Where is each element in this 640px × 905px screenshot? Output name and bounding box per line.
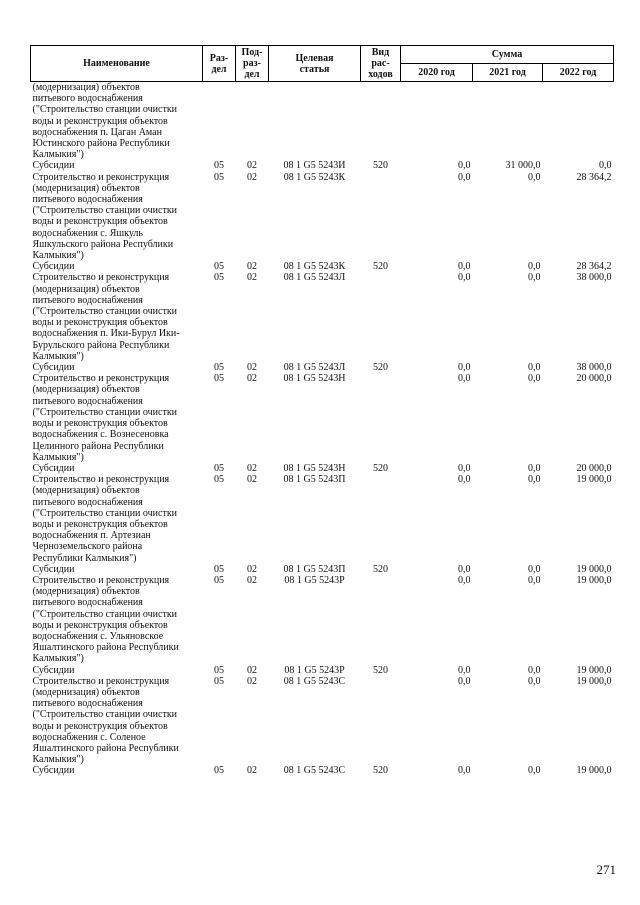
- cell-2020: 0,0: [458, 563, 471, 575]
- cell-podrazdel: 02: [247, 272, 257, 284]
- cell-podrazdel: 02: [247, 574, 257, 586]
- cell-name: Строительство и реконструкция (модернизация) объектов питьевого водоснабжения ("Строительство станции очистки воды и реконструкция объектов водоснабжения п. Ики-Бурул Ики- Бурульского района Республики Калмыкия"): [32, 272, 180, 362]
- table-row: [31, 575, 614, 665]
- cell-podrazdel: 02: [247, 675, 257, 687]
- cell-2020: 0,0: [458, 261, 471, 273]
- header-2022: 2022 год: [543, 64, 614, 82]
- cell-2020: 0,0: [458, 171, 471, 183]
- cell-2020: 0,0: [458, 160, 471, 172]
- cell-2021: 0,0: [528, 373, 541, 385]
- cell-2020: 0,0: [458, 373, 471, 385]
- cell-podrazdel: 02: [247, 563, 257, 575]
- table-row: [31, 564, 614, 575]
- table-row: [31, 261, 614, 272]
- cell-target: 08 1 G5 5243Р: [284, 574, 345, 586]
- cell-razdel: 05: [214, 462, 224, 474]
- cell-podrazdel: 02: [247, 261, 257, 273]
- cell-2021: [473, 82, 543, 161]
- table-row: [31, 172, 614, 262]
- cell-razdel: 05: [214, 261, 224, 273]
- budget-table: [30, 45, 614, 777]
- cell-2022: 19 000,0: [576, 574, 612, 586]
- table-row: [31, 373, 614, 463]
- cell-name: Субсидии: [32, 563, 75, 575]
- cell-2021: 0,0: [528, 272, 541, 284]
- cell-razdel: 05: [214, 373, 224, 385]
- cell-razdel: 05: [214, 474, 224, 486]
- cell-vid: [361, 272, 401, 362]
- header-razdel: Раз- дел: [203, 46, 236, 82]
- table-row: [31, 272, 614, 362]
- cell-2022: [543, 82, 614, 161]
- cell-2021: 0,0: [528, 563, 541, 575]
- cell-2020: 0,0: [458, 574, 471, 586]
- cell-target: [269, 82, 361, 161]
- header-2021: 2021 год: [473, 64, 543, 82]
- cell-2022: 19 000,0: [576, 675, 612, 687]
- cell-podrazdel: 02: [247, 362, 257, 374]
- cell-2020: 0,0: [458, 675, 471, 687]
- cell-vid: [361, 373, 401, 463]
- cell-podrazdel: 02: [247, 765, 257, 777]
- cell-vid: 520: [373, 563, 388, 575]
- cell-2021: 0,0: [528, 261, 541, 273]
- cell-podrazdel: 02: [247, 373, 257, 385]
- cell-razdel: 05: [214, 563, 224, 575]
- cell-vid: [361, 172, 401, 262]
- cell-name: Строительство и реконструкция (модернизация) объектов питьевого водоснабжения ("Строительство станции очистки воды и реконструкция объектов водоснабжения с. Вознесеновка Целинного района Республики Калмыкия"): [32, 373, 178, 463]
- cell-2021: 0,0: [528, 664, 541, 676]
- cell-target: 08 1 G5 5243К: [283, 261, 346, 273]
- cell-2022: 19 000,0: [576, 765, 612, 777]
- cell-name: Субсидии: [32, 362, 75, 374]
- cell-name: Строительство и реконструкция (модернизация) объектов питьевого водоснабжения ("Строительство станции очистки воды и реконструкция объектов водоснабжения с. Ульяновское Яшалтинского района Республики Калмыкия"): [32, 574, 179, 665]
- cell-2021: 0,0: [528, 765, 541, 777]
- cell-2022: 38 000,0: [576, 272, 612, 284]
- cell-target: 08 1 G5 5243П: [283, 474, 346, 486]
- cell-2022: 0,0: [599, 160, 612, 172]
- cell-razdel: 05: [214, 362, 224, 374]
- cell-vid: [361, 474, 401, 564]
- cell-name: Субсидии: [32, 462, 75, 474]
- cell-name: Субсидии: [32, 765, 75, 777]
- cell-2022: 19 000,0: [576, 563, 612, 575]
- cell-2022: 38 000,0: [576, 362, 612, 374]
- cell-name: Субсидии: [32, 160, 75, 172]
- cell-2022: 19 000,0: [576, 474, 612, 486]
- cell-target: 08 1 G5 5243Р: [284, 664, 345, 676]
- cell-2021: 0,0: [528, 362, 541, 374]
- cell-target: 08 1 G5 5243Н: [283, 462, 346, 474]
- cell-2022: 20 000,0: [576, 462, 612, 474]
- table-row: [31, 82, 614, 161]
- cell-vid: [361, 82, 401, 161]
- table-row: [31, 765, 614, 776]
- cell-vid: 520: [373, 362, 388, 374]
- cell-podrazdel: 02: [247, 664, 257, 676]
- cell-2021: 0,0: [528, 675, 541, 687]
- cell-target: 08 1 G5 5243С: [283, 675, 346, 687]
- cell-target: 08 1 G5 5243Н: [283, 373, 346, 385]
- cell-2020: 0,0: [458, 664, 471, 676]
- cell-razdel: 05: [214, 675, 224, 687]
- cell-target: 08 1 G5 5243Л: [283, 272, 346, 284]
- cell-name: (модернизация) объектов питьевого водоснабжения ("Строительство станции очистки воды и реконструкция объектов водоснабжения п. Цаган Аман Юстинского района Республики Калмыкия"): [32, 82, 178, 161]
- cell-2021: 0,0: [528, 462, 541, 474]
- cell-target: 08 1 G5 5243И: [283, 160, 346, 172]
- cell-2020: 0,0: [458, 474, 471, 486]
- cell-razdel: 05: [214, 765, 224, 777]
- cell-2021: 0,0: [528, 171, 541, 183]
- cell-podrazdel: [236, 82, 269, 161]
- cell-target: 08 1 G5 5243К: [283, 171, 346, 183]
- page-number: 271: [596, 862, 616, 877]
- table-header: [31, 46, 614, 82]
- cell-2020: 0,0: [458, 765, 471, 777]
- cell-razdel: 05: [214, 171, 224, 183]
- header-target: Целевая статья: [269, 46, 361, 82]
- table-row: [31, 474, 614, 564]
- cell-2020: 0,0: [458, 272, 471, 284]
- cell-podrazdel: 02: [247, 474, 257, 486]
- cell-name: Строительство и реконструкция (модернизация) объектов питьевого водоснабжения ("Строительство станции очистки воды и реконструкция объектов водоснабжения с. Яшкуль Яшкульского района Республики Калмыкия"): [32, 171, 178, 262]
- cell-vid: 520: [373, 664, 388, 676]
- cell-razdel: [203, 82, 236, 161]
- cell-target: 08 1 G5 5243С: [283, 765, 346, 777]
- cell-razdel: 05: [214, 160, 224, 172]
- header-name: Наименование: [31, 46, 203, 82]
- cell-target: 08 1 G5 5243П: [283, 563, 346, 575]
- cell-vid: 520: [373, 160, 388, 172]
- cell-2021: 31 000,0: [505, 160, 541, 172]
- cell-2020: 0,0: [458, 362, 471, 374]
- table-row: [31, 362, 614, 373]
- cell-2022: 19 000,0: [576, 664, 612, 676]
- cell-name: Субсидии: [32, 664, 75, 676]
- cell-name: Строительство и реконструкция (модернизация) объектов питьевого водоснабжения ("Строительство станции очистки воды и реконструкция объектов водоснабжения п. Артезиан Черноземельского района Республики Калмыкия"): [32, 474, 178, 564]
- table-body: [31, 82, 614, 777]
- cell-name: Субсидии: [32, 261, 75, 273]
- header-podrazdel: Под- раз- дел: [236, 46, 269, 82]
- table-row: [31, 665, 614, 676]
- cell-2022: 20 000,0: [576, 373, 612, 385]
- cell-2021: 0,0: [528, 474, 541, 486]
- table-row: [31, 463, 614, 474]
- cell-razdel: 05: [214, 272, 224, 284]
- cell-2020: [401, 82, 473, 161]
- cell-vid: [361, 676, 401, 766]
- cell-2022: 28 364,2: [576, 171, 612, 183]
- cell-target: 08 1 G5 5243Л: [283, 362, 346, 374]
- cell-razdel: 05: [214, 664, 224, 676]
- cell-podrazdel: 02: [247, 462, 257, 474]
- cell-vid: [361, 575, 401, 665]
- cell-podrazdel: 02: [247, 171, 257, 183]
- header-vid: Вид рас- ходов: [361, 46, 401, 82]
- cell-vid: 520: [373, 462, 388, 474]
- cell-2022: 28 364,2: [576, 261, 612, 273]
- cell-vid: 520: [373, 261, 388, 273]
- cell-name: Строительство и реконструкция (модернизация) объектов питьевого водоснабжения ("Строительство станции очистки воды и реконструкция объектов водоснабжения с. Соленое Яшалтинского района Республики Калмыкия"): [32, 675, 179, 766]
- cell-podrazdel: 02: [247, 160, 257, 172]
- cell-vid: 520: [373, 765, 388, 777]
- cell-razdel: 05: [214, 574, 224, 586]
- table-row: [31, 160, 614, 171]
- table-row: [31, 676, 614, 766]
- header-2020: 2020 год: [401, 64, 473, 82]
- cell-2020: 0,0: [458, 462, 471, 474]
- header-summa: Сумма: [401, 46, 614, 64]
- cell-2021: 0,0: [528, 574, 541, 586]
